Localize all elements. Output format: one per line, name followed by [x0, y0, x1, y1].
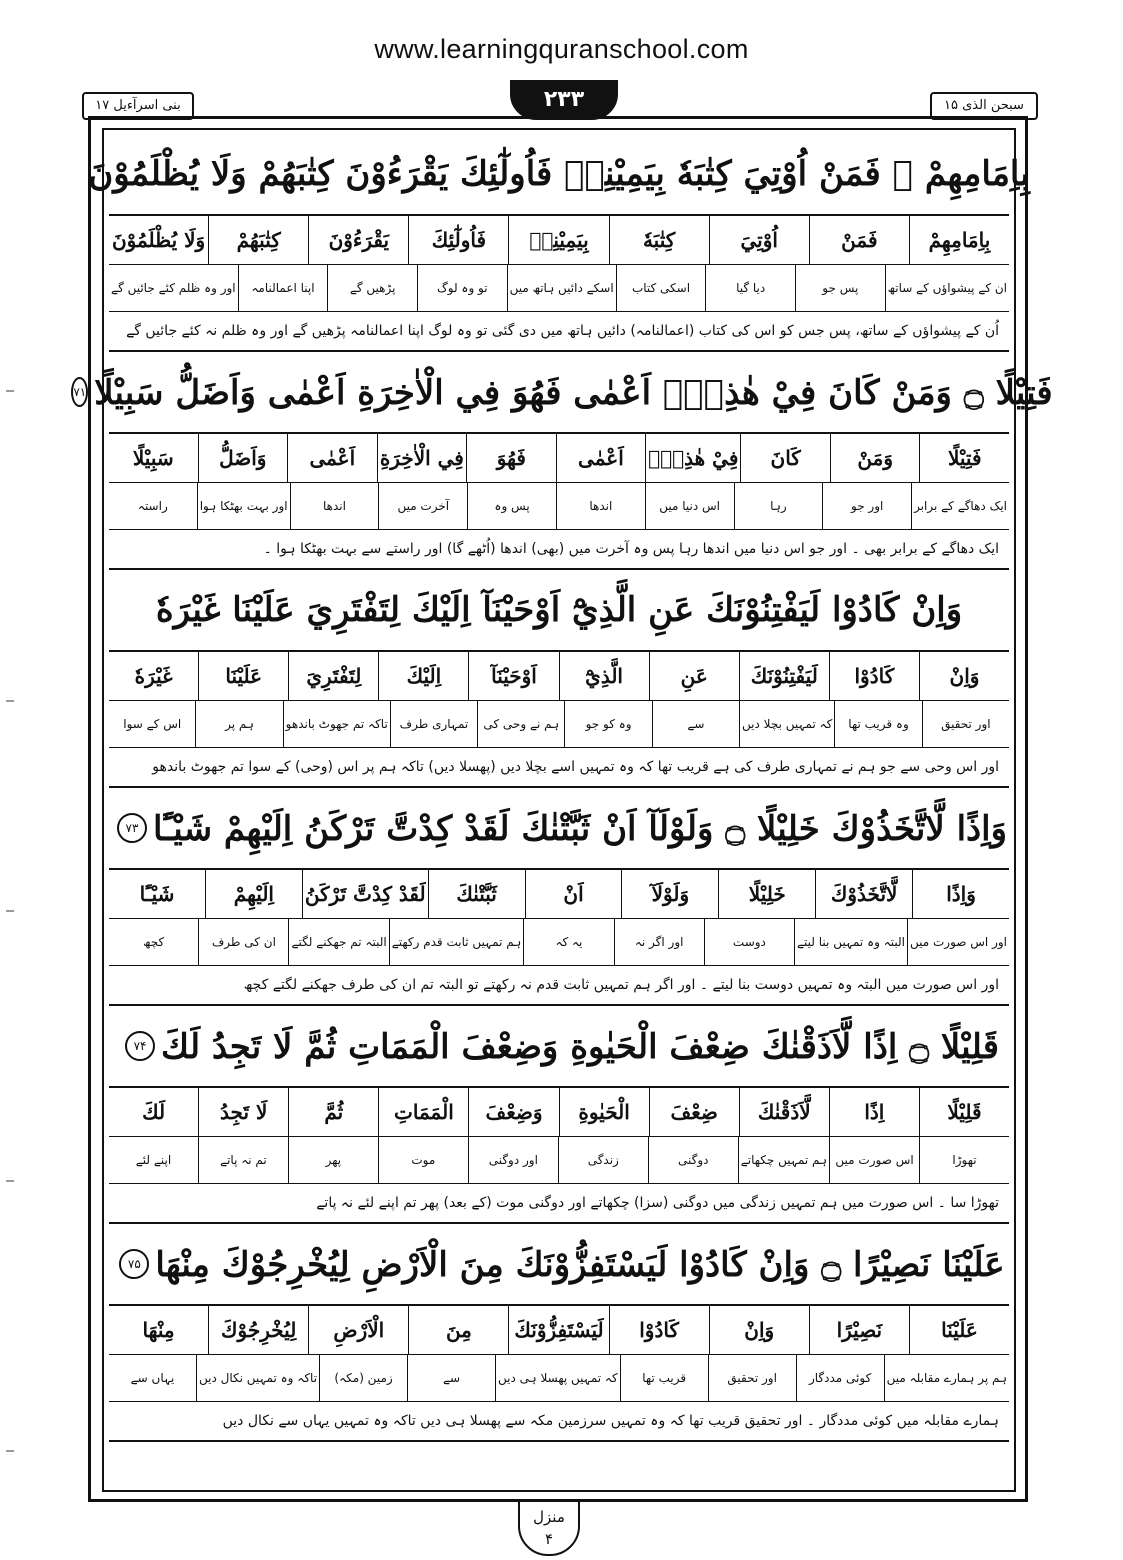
word-row	[109, 1306, 1009, 1355]
arabic-word: شَيْـًٔا	[139, 882, 175, 906]
quran-page-body	[73, 134, 1053, 1442]
word-row	[109, 652, 1009, 701]
arabic-word: الْاَرْضِ	[308, 1306, 408, 1354]
arabic-word: فَمَنْ	[809, 216, 909, 264]
manzil-badge	[518, 1500, 580, 1556]
verse-section	[109, 1006, 1009, 1224]
urdu-word-meaning: سے	[652, 701, 739, 747]
urdu-word-meaning: پس جو	[795, 265, 885, 311]
urdu-word-meaning: پڑھیں گے	[327, 265, 417, 311]
meaning-row	[109, 1137, 1009, 1184]
arabic-word: ضِعْفَ	[649, 1088, 739, 1136]
arabic-word: سَبِيْلًا	[132, 446, 174, 470]
urdu-word-meaning: پھر	[288, 1137, 378, 1183]
arabic-word: عَلَيْنَا	[909, 1306, 1009, 1354]
arabic-ayah-line	[109, 1224, 1009, 1306]
urdu-word-meaning: قریب تھا	[620, 1355, 708, 1401]
urdu-word-meaning: اور تحقیق	[708, 1355, 796, 1401]
arabic-ayah-text: وَاِذًا لَّاتَّخَذُوْكَ خَلِيْلًا ۝ وَلَوْلَآ اَنْ ثَبَّتْنٰكَ لَقَدْ كِدْتَّ تَرْكَنُ اِلَيْهِمْ شَيْـًٔا	[152, 808, 1008, 849]
arabic-word: قَلِيْلًا	[919, 1088, 1009, 1136]
arabic-word: اِلَيْكَ	[378, 652, 468, 700]
urdu-word-meaning: دوست	[704, 919, 794, 965]
urdu-word-meaning: اسکے دائیں ہاتھ میں	[507, 265, 616, 311]
arabic-word: فَتِيْلًا	[919, 434, 1009, 482]
manzil-number: ۴	[544, 1530, 554, 1548]
urdu-word-meaning: ہم پر	[195, 701, 282, 747]
urdu-word-meaning: راستہ	[137, 499, 168, 513]
urdu-word-meaning: اور وہ ظلم کئے جائیں گے	[111, 281, 236, 295]
urdu-translation-line: اور اس وحی سے جو ہم نے تمہاری طرف کی ہے قریب تھا کہ وہ تمہیں اسے بچلا دیں (پھسلا دیں) تاکہ ہم پر اس (وحی) کے سوا تم جھوٹ باندھو	[109, 748, 1009, 788]
urdu-word-meaning: ہم تمہیں ثابت قدم رکھتے	[389, 919, 524, 965]
arabic-word: لَا تَجِدُ	[198, 1088, 288, 1136]
arabic-word: ثَبَّتْنٰكَ	[428, 870, 525, 918]
urdu-word-meaning: پس وہ	[467, 483, 556, 529]
urdu-word-meaning: اس کے سوا	[123, 717, 182, 731]
arabic-word: لِتَفْتَرِيَ	[288, 652, 378, 700]
urdu-word-meaning: دیا گیا	[705, 265, 795, 311]
arabic-word: مِنْهَا	[142, 1318, 175, 1342]
arabic-word: نَصِيْرًا	[809, 1306, 909, 1354]
arabic-word: كِتٰبَهٗ	[609, 216, 709, 264]
arabic-word: وَاِنْ	[709, 1306, 809, 1354]
arabic-word: يَقْرَءُوْنَ	[308, 216, 408, 264]
verse-section	[109, 788, 1009, 1006]
urdu-word-meaning: ہم تمہیں چکھاتے	[738, 1137, 829, 1183]
urdu-word-meaning: کہ تمہیں پھسلا ہی دیں	[495, 1355, 620, 1401]
urdu-word-meaning: اور جو	[822, 483, 911, 529]
arabic-word: بِاِمَامِهِمْ	[909, 216, 1009, 264]
urdu-word-meaning: دوگنی	[648, 1137, 738, 1183]
arabic-word: الْحَيٰوةِ	[559, 1088, 649, 1136]
arabic-word: ثُمَّ	[288, 1088, 378, 1136]
arabic-word: مِنَ	[408, 1306, 508, 1354]
urdu-translation-line: اُن کے پیشواؤں کے ساتھ، پس جس کو اس کی کتاب (اعمالنامہ) دائیں ہاتھ میں دی گئی تو وہ لوگ اپنا اعمالنامہ پڑھیں گے اور وہ ظلم نہ کئے جائیں گے	[109, 312, 1009, 352]
urdu-word-meaning: اور بہت بھٹکا ہوا	[197, 483, 290, 529]
arabic-word: فَهُوَ	[466, 434, 556, 482]
arabic-word: لَكَ	[142, 1100, 166, 1124]
arabic-ayah-text: قَلِيْلًا ۝ اِذًا لَّاَذَقْنٰكَ ضِعْفَ الْحَيٰوةِ وَضِعْفَ الْمَمَاتِ ثُمَّ لَا تَجِدُ لَكَ	[161, 1026, 999, 1067]
meaning-row	[109, 919, 1009, 966]
margin-scan-mark	[6, 390, 14, 392]
arabic-ayah-line	[109, 788, 1009, 870]
arabic-word: وَاِنْ	[919, 652, 1009, 700]
urdu-word-meaning: ان کے پیشواؤں کے ساتھ	[885, 265, 1009, 311]
arabic-ayah-text: فَتِيْلًا ۝ وَمَنْ كَانَ فِيْ هٰذِهٖٓ اَعْمٰى فَهُوَ فِي الْاٰخِرَةِ اَعْمٰى وَاَضَلُّ سَبِيْلًا	[94, 372, 1053, 413]
urdu-word-meaning: اندھا	[556, 483, 645, 529]
urdu-translation-line: ایک دھاگے کے برابر بھی ۔ اور جو اس دنیا میں اندھا رہا پس وہ آخرت میں (بھی) اندھا (اُٹھے گا) اور راستے سے بہت بھٹکا ہوا ۔	[109, 530, 1009, 570]
ayah-number-marker: ۷۱	[71, 377, 88, 407]
arabic-word: وَاِذًا	[912, 870, 1009, 918]
arabic-word: كَانَ	[740, 434, 830, 482]
urdu-word-meaning: ہم پر ہمارے مقابلہ میں	[884, 1355, 1009, 1401]
arabic-word: كَادُوْا	[829, 652, 919, 700]
meaning-row	[109, 1355, 1009, 1402]
arabic-word: كِتٰبَهُمْ	[208, 216, 308, 264]
urdu-translation-line: اور اس صورت میں البتہ وہ تمہیں دوست بنا لیتے ۔ اور اگر ہم تمہیں ثابت قدم نہ رکھتے تو البتہ تم ان کی طرف جھکنے لگتے کچھ	[109, 966, 1009, 1006]
arabic-word: كَادُوْا	[609, 1306, 709, 1354]
juz-label: سبحن الذی ۱۵	[930, 92, 1038, 120]
urdu-word-meaning: کوئی مددگار	[796, 1355, 884, 1401]
verse-section	[109, 1224, 1009, 1442]
margin-scan-mark	[6, 1180, 14, 1182]
urdu-translation-line: ہمارے مقابلہ میں کوئی مددگار ۔ اور تحقیق قریب تھا کہ وہ تمہیں سرزمین مکہ سے پھسلا ہی دیں تاکہ وہ تمہیں یہاں سے نکال دیں	[109, 1402, 1009, 1442]
arabic-ayah-text: بِاِمَامِهِمْ ۚ فَمَنْ اُوْتِيَ كِتٰبَهٗ بِيَمِيْنِهٖ فَاُولٰٓئِكَ يَقْرَءُوْنَ كِتٰبَهُمْ وَلَا يُظْلَمُوْنَ	[88, 154, 1030, 194]
urdu-word-meaning: زمین (مکہ)	[319, 1355, 407, 1401]
arabic-word: لَيَفْتِنُوْنَكَ	[739, 652, 829, 700]
urdu-word-meaning: اور دوگنی	[468, 1137, 558, 1183]
arabic-word: اِلَيْهِمْ	[205, 870, 302, 918]
urdu-word-meaning: تمہاری طرف	[390, 701, 477, 747]
urdu-word-meaning: اور تحقیق	[922, 701, 1009, 747]
arabic-word: اُوْتِيَ	[709, 216, 809, 264]
arabic-ayah-line	[109, 570, 1009, 652]
urdu-word-meaning: رہا	[734, 483, 823, 529]
urdu-word-meaning: کہ تمہیں بچلا دیں	[739, 701, 834, 747]
verse-section	[73, 352, 1053, 570]
arabic-word: وَلَا يُظْلَمُوْنَ	[111, 228, 206, 252]
arabic-word: وَمَنْ	[830, 434, 920, 482]
arabic-word: لَيَسْتَفِزُّوْنَكَ	[508, 1306, 608, 1354]
arabic-word: لَقَدْ كِدْتَّ تَرْكَنُ	[302, 870, 428, 918]
urdu-word-meaning: یہاں سے	[130, 1371, 175, 1385]
margin-scan-mark	[6, 700, 14, 702]
arabic-word: وَلَوْلَآ	[621, 870, 718, 918]
urdu-word-meaning: اور اس صورت میں	[907, 919, 1009, 965]
surah-label: بنی اسرآءیل ۱۷	[82, 92, 194, 120]
urdu-word-meaning: ان کی طرف	[198, 919, 288, 965]
ayah-number-marker: ۷۳	[117, 813, 147, 843]
word-row	[109, 1088, 1009, 1137]
arabic-ayah-text: وَاِنْ كَادُوْا لَيَفْتِنُوْنَكَ عَنِ الَّذِيْٓ اَوْحَيْنَآ اِلَيْكَ لِتَفْتَرِيَ عَلَيْنَا غَيْرَهٗ	[155, 590, 963, 630]
page-header	[80, 80, 1040, 118]
urdu-word-meaning: تو وہ لوگ	[417, 265, 507, 311]
urdu-word-meaning: تم نہ پاتے	[198, 1137, 288, 1183]
urdu-word-meaning: ایک دھاگے کے برابر	[911, 483, 1009, 529]
urdu-word-meaning: اسکی کتاب	[616, 265, 706, 311]
word-row	[109, 216, 1009, 265]
urdu-word-meaning: وہ قریب تھا	[834, 701, 921, 747]
arabic-word: وَضِعْفَ	[468, 1088, 558, 1136]
arabic-word: فِيْ هٰذِهٖٓ	[645, 434, 740, 482]
arabic-word: اَنْ	[525, 870, 622, 918]
word-row	[109, 870, 1009, 919]
arabic-word: فَاُولٰٓئِكَ	[408, 216, 508, 264]
urdu-translation-line: تھوڑا سا ۔ اس صورت میں ہم تمہیں زندگی میں دوگنی (سزا) چکھاتے اور دوگنی موت (کے بعد) پھر تم اپنے لئے نہ پاتے	[109, 1184, 1009, 1224]
arabic-word: اِذًا	[829, 1088, 919, 1136]
urdu-word-meaning: البتہ وہ تمہیں بنا لیتے	[794, 919, 907, 965]
arabic-word: عَنِ	[649, 652, 739, 700]
arabic-word: اَعْمٰى	[556, 434, 646, 482]
urdu-word-meaning: یہ کہ	[523, 919, 613, 965]
urdu-word-meaning: آخرت میں	[378, 483, 467, 529]
urdu-word-meaning: اور اگر نہ	[614, 919, 704, 965]
arabic-word: عَلَيْنَا	[198, 652, 288, 700]
urdu-word-meaning: سے	[407, 1355, 495, 1401]
arabic-ayah-text: عَلَيْنَا نَصِيْرًا ۝ وَاِنْ كَادُوْا لَيَسْتَفِزُّوْنَكَ مِنَ الْاَرْضِ لِيُخْرِجُوْكَ مِنْهَا	[155, 1244, 1005, 1285]
arabic-word: لَّاَذَقْنٰكَ	[739, 1088, 829, 1136]
urdu-word-meaning: اپنا اعمالنامہ	[238, 265, 328, 311]
arabic-word: اَوْحَيْنَآ	[468, 652, 558, 700]
manzil-label: منزل	[533, 1508, 565, 1526]
arabic-ayah-line	[73, 352, 1053, 434]
margin-scan-mark	[6, 910, 14, 912]
site-url[interactable]: www.learningquranschool.com	[374, 34, 749, 64]
urdu-word-meaning: ہم نے وحی کی	[477, 701, 564, 747]
arabic-word: خَلِيْلًا	[718, 870, 815, 918]
urdu-word-meaning: اپنے لئے	[135, 1153, 172, 1167]
page-number: ۲۳۳	[510, 80, 618, 120]
arabic-word: فِي الْاٰخِرَةِ	[377, 434, 467, 482]
urdu-word-meaning: اندھا	[290, 483, 379, 529]
arabic-word: الْمَمَاتِ	[378, 1088, 468, 1136]
word-row	[109, 434, 1009, 483]
urdu-word-meaning: موت	[378, 1137, 468, 1183]
urdu-word-meaning: تاکہ وہ تمہیں نکال دیں	[196, 1355, 319, 1401]
margin-scan-mark	[6, 1450, 14, 1452]
verse-section	[88, 134, 1030, 352]
urdu-word-meaning: اس دنیا میں	[645, 483, 734, 529]
ayah-number-marker: ۷۵	[119, 1249, 149, 1279]
arabic-ayah-line	[88, 134, 1030, 216]
urdu-word-meaning: تھوڑا	[919, 1137, 1009, 1183]
meaning-row	[109, 701, 1009, 748]
arabic-word: الَّذِيْٓ	[559, 652, 649, 700]
meaning-row	[109, 483, 1009, 530]
arabic-word: اَعْمٰى	[287, 434, 377, 482]
arabic-word: غَيْرَهٗ	[134, 664, 173, 688]
urdu-word-meaning: وہ کو جو	[564, 701, 651, 747]
urdu-word-meaning: البتہ تم جھکنے لگتے	[288, 919, 388, 965]
urdu-word-meaning: زندگی	[558, 1137, 648, 1183]
arabic-ayah-line	[109, 1006, 1009, 1088]
ayah-number-marker: ۷۴	[125, 1031, 155, 1061]
urdu-word-meaning: کچھ	[143, 935, 165, 949]
arabic-word: وَاَضَلُّ	[198, 434, 288, 482]
urdu-word-meaning: تاکہ تم جھوٹ باندھو	[283, 701, 390, 747]
arabic-word: لِيُخْرِجُوْكَ	[208, 1306, 308, 1354]
meaning-row	[109, 265, 1009, 312]
arabic-word: بِيَمِيْنِهٖ	[508, 216, 608, 264]
urdu-word-meaning: اس صورت میں	[829, 1137, 919, 1183]
verse-section	[109, 570, 1009, 788]
arabic-word: لَّاتَّخَذُوْكَ	[815, 870, 912, 918]
